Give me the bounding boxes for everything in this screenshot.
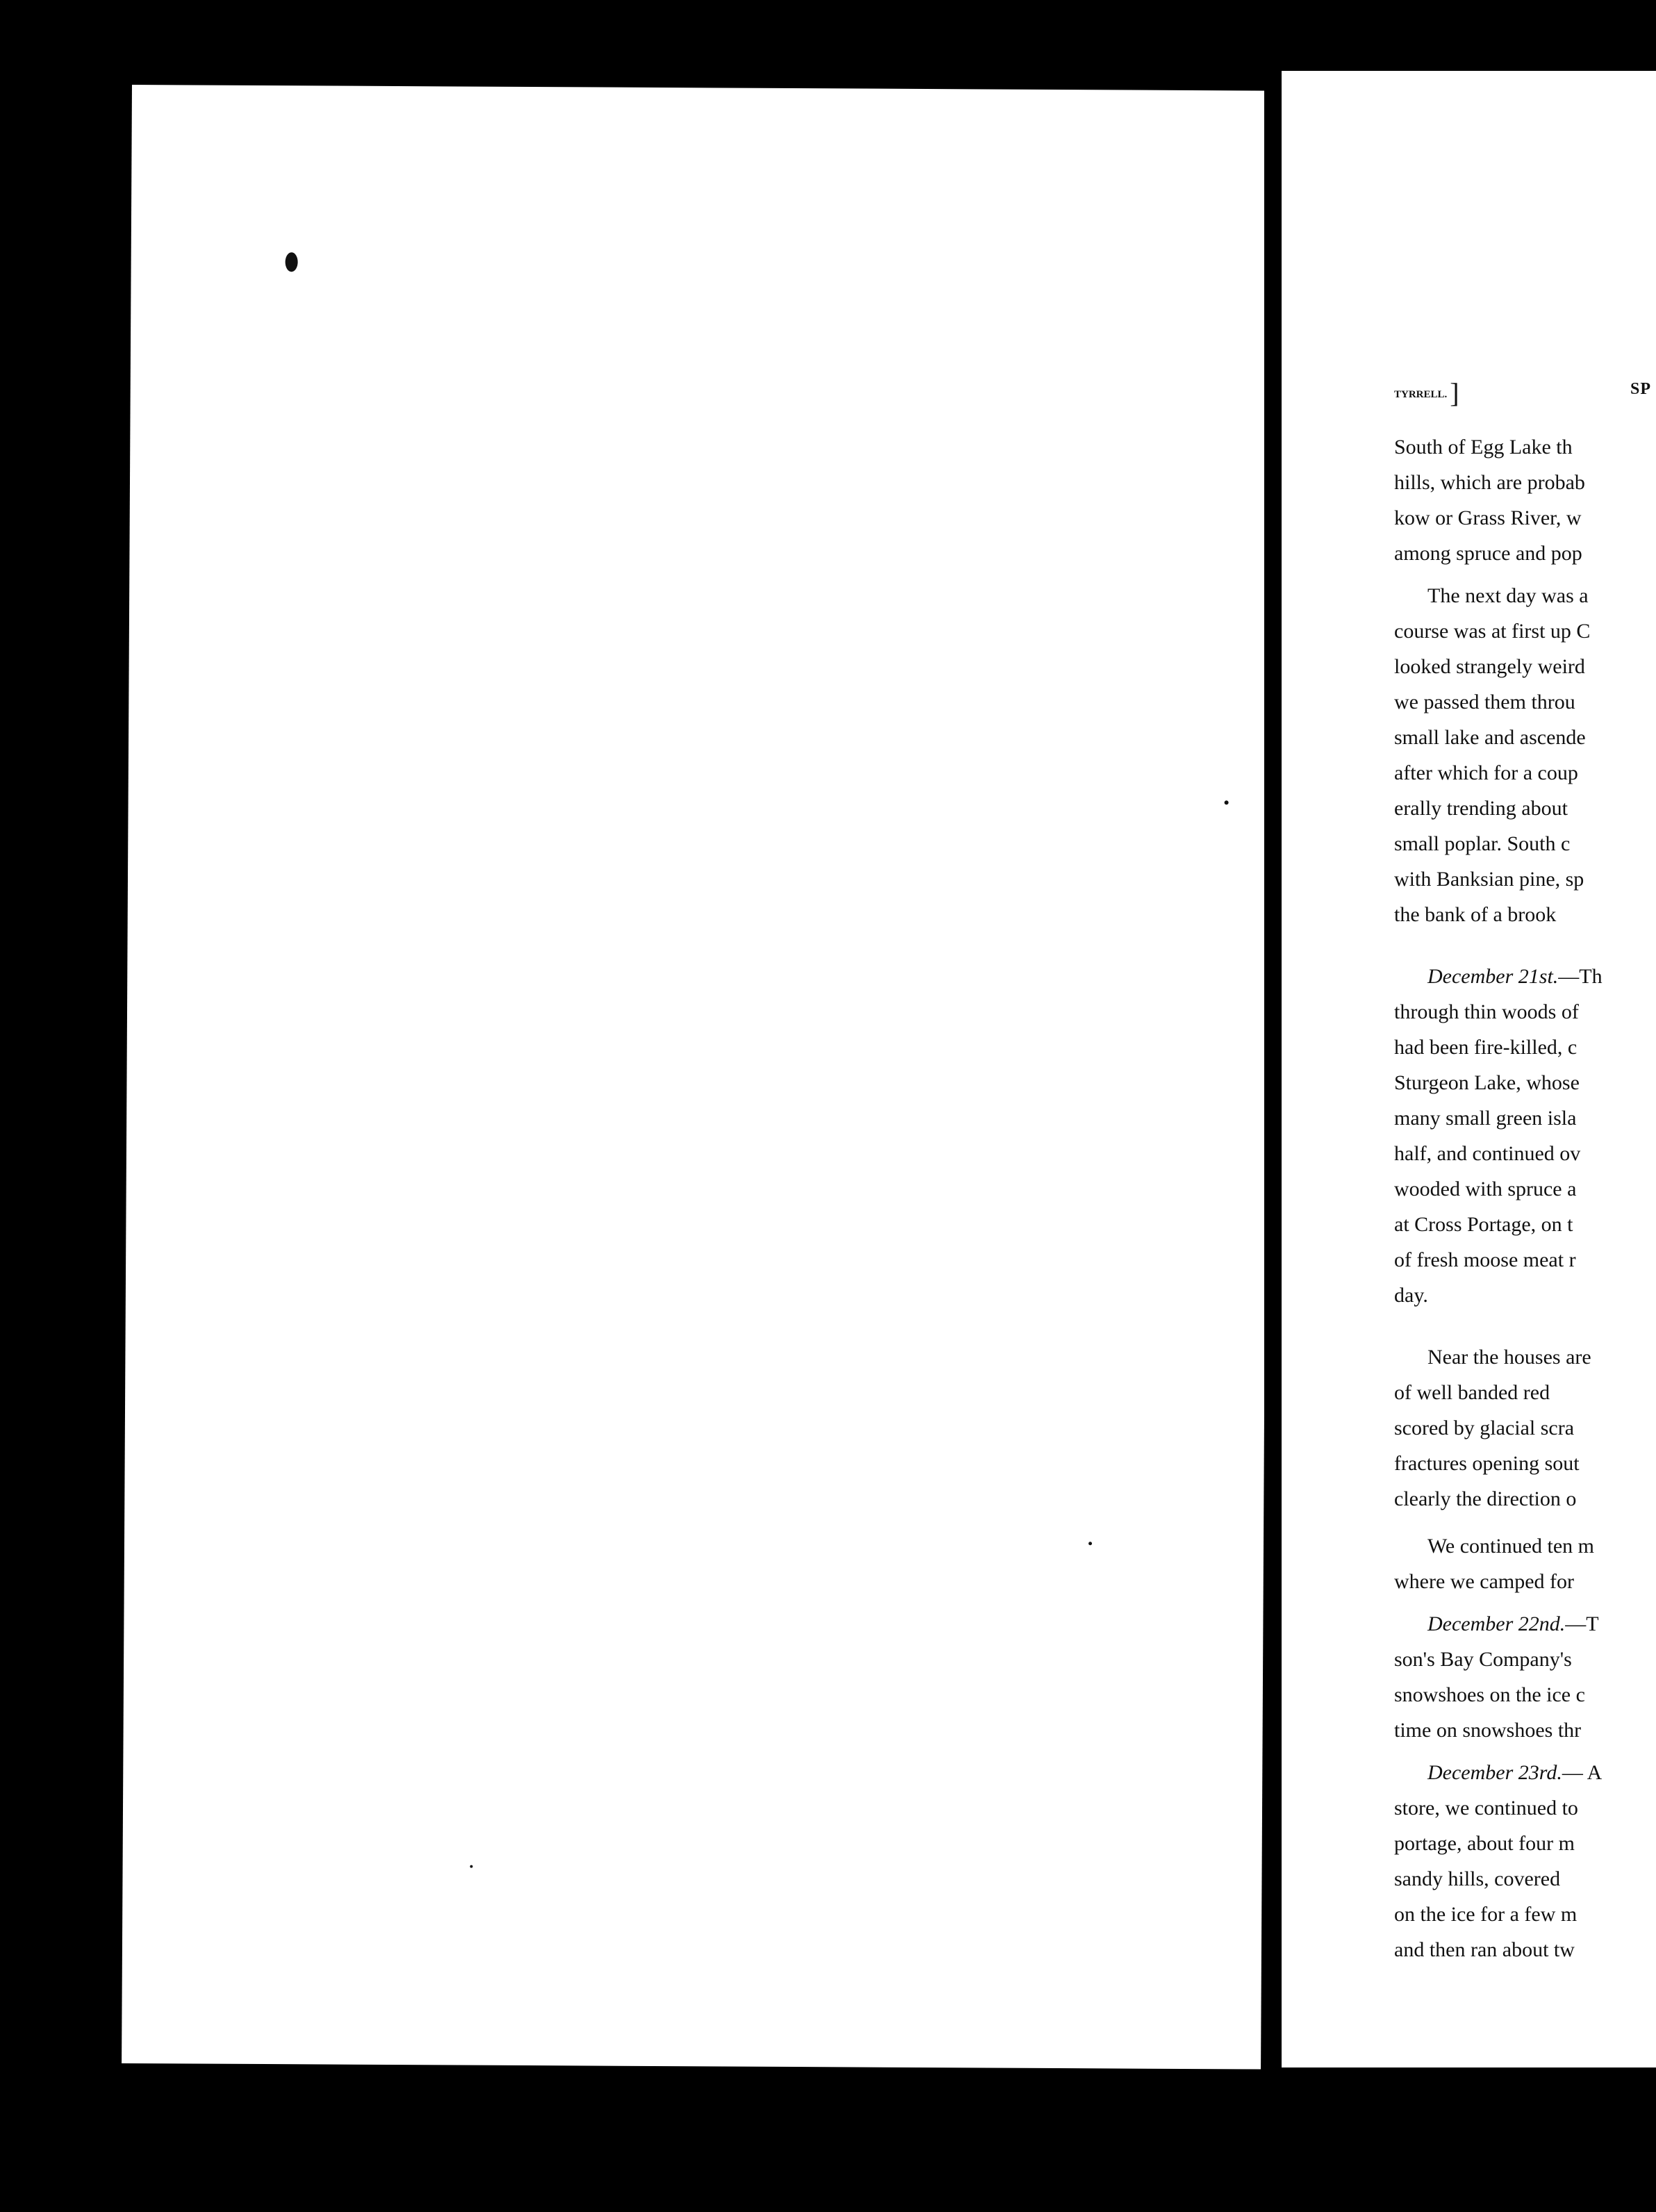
text-fragment: — A [1562,1761,1603,1784]
ink-speck [1225,800,1229,804]
text-line: fractures opening sout [1394,1452,1580,1475]
paragraph-6 [1394,1606,1599,1748]
date-lead: December 21st. [1427,965,1559,988]
text-line: The next day was a [1427,584,1589,607]
text-line: hills, which are probab [1394,471,1585,494]
text-line: among spruce and pop [1394,542,1582,565]
text-line: looked strangely weird [1394,655,1585,678]
paragraph-4 [1394,1339,1591,1517]
ink-speck [1088,1542,1092,1545]
right-page [1282,71,1656,2067]
text-line: small lake and ascende [1394,726,1586,749]
text-line: where we camped for [1394,1570,1575,1593]
text-line: course was at first up C [1394,620,1591,643]
text-line: had been fire-killed, c [1394,1036,1578,1059]
text-line: Near the houses are [1427,1346,1591,1369]
text-line: South of Egg Lake th [1394,436,1573,459]
ink-speck [470,1865,473,1868]
text-line: after which for a coup [1394,761,1578,784]
paragraph-2 [1394,578,1590,932]
blank-left-page [122,85,1271,2070]
text-line: snowshoes on the ice c [1394,1683,1585,1706]
text-line: on the ice for a few m [1394,1903,1578,1926]
text-line: store, we continued to [1394,1797,1578,1819]
text-line: time on snowshoes thr [1394,1719,1582,1742]
text-fragment: —T [1565,1612,1599,1635]
text-line [1394,959,1603,994]
text-line: Sturgeon Lake, whose [1394,1071,1580,1094]
text-line: and then ran about tw [1394,1938,1575,1961]
text-line: many small green isla [1394,1107,1577,1130]
date-lead: December 23rd. [1427,1761,1562,1784]
paragraph-5 [1394,1528,1594,1599]
running-head-bracket: ] [1450,377,1460,408]
text-line: erally trending about [1394,797,1568,820]
text-line [1394,1755,1602,1790]
text-line: half, and continued ov [1394,1142,1581,1165]
text-line: day. [1394,1284,1428,1307]
paragraph-3 [1394,959,1603,1313]
text-line [1394,1606,1599,1642]
book-gutter [1264,63,1284,2077]
ink-speck [285,252,298,272]
text-line: We continued ten m [1427,1535,1595,1558]
text-line: through thin woods of [1394,1000,1579,1023]
paragraph-7 [1394,1755,1602,1967]
running-head [1394,377,1652,409]
text-line: small poplar. South c [1394,832,1571,855]
text-fragment: —Th [1558,965,1603,988]
text-line: sandy hills, covered [1394,1867,1561,1890]
paragraph-1 [1394,429,1585,571]
text-line: son's Bay Company's [1394,1648,1572,1671]
text-line: portage, about four m [1394,1832,1575,1855]
running-head-title: SP [1630,380,1652,398]
text-line: with Banksian pine, sp [1394,868,1584,891]
date-lead: December 22nd. [1427,1612,1566,1635]
text-line: at Cross Portage, on t [1394,1213,1573,1236]
running-head-author: TYRRELL. [1394,389,1448,400]
text-line: of well banded red [1394,1381,1550,1404]
text-line: kow or Grass River, w [1394,506,1582,529]
text-line: wooded with spruce a [1394,1178,1577,1200]
text-line: scored by glacial scra [1394,1417,1575,1439]
text-line: the bank of a brook [1394,903,1557,926]
text-line: of fresh moose meat r [1394,1248,1576,1271]
text-line: clearly the direction o [1394,1487,1577,1510]
text-line: we passed them throu [1394,691,1575,713]
